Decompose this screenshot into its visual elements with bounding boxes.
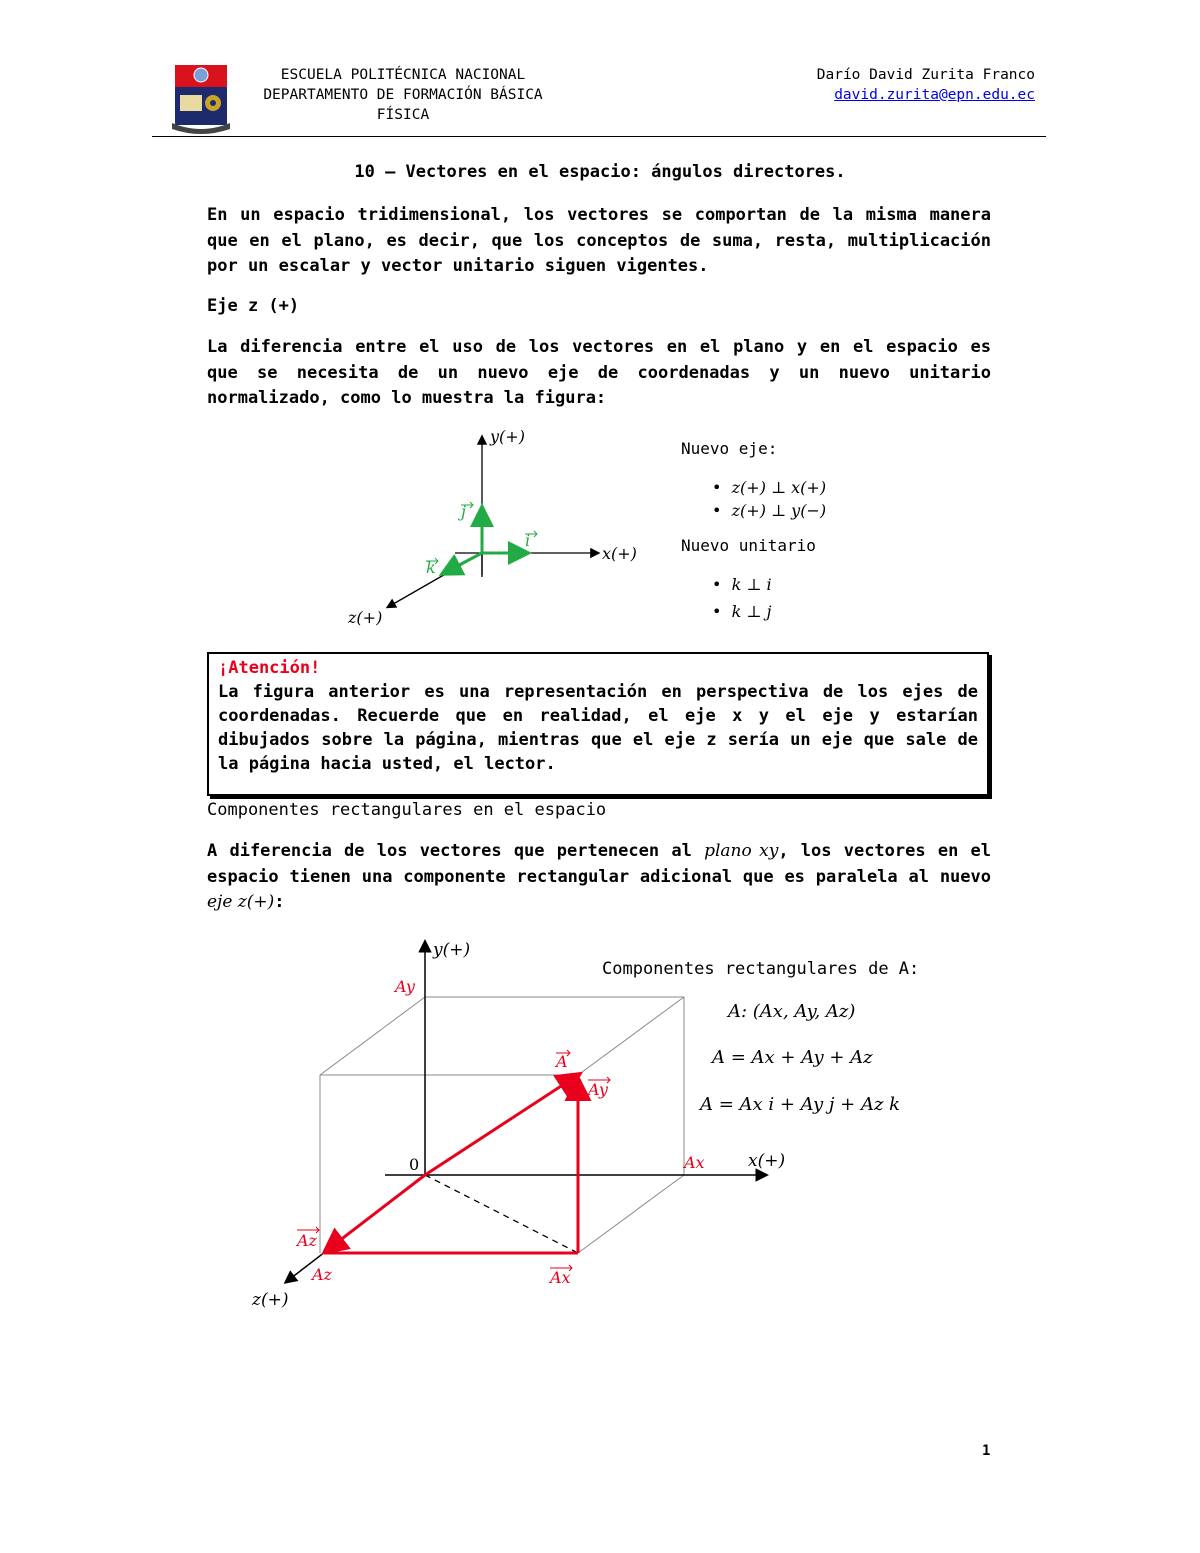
new-axis-heading: Nuevo eje: [681,439,778,458]
components-paragraph: A diferencia de los vectores que pertenecen al plano xy, los vectores en el espacio tienen una componente rectangular adicional que es paralela al nuevo eje z(+): [207,841,992,912]
callout-heading: ¡Atención! [218,658,321,678]
fig2-y-label: y(+) [433,940,471,960]
fig1-i-label: i [525,531,531,550]
fig1-z-label: z(+) [348,608,383,627]
institution-block [238,65,568,125]
fig1-x-label: x(+) [602,544,637,563]
institution-name: ESCUELA POLITÉCNICA NACIONAL [280,67,526,83]
author-block [817,65,1035,105]
fig2-Az-axis-label: Az [312,1265,332,1284]
figure-2-cube [240,930,800,1320]
fig2-Ax-axis-label: Ax [684,1153,705,1172]
intro-paragraph: En un espacio tridimensional, los vectores se comportan de la misma manera que en el plano, es decir, que los conceptos de suma, resta, multiplicación por un escalar y vector unitario siguen vigentes. [207,205,991,276]
unit-vector-k [444,553,482,573]
fig1-j-label: j [461,502,466,521]
axis-heading: Eje z (+) [207,296,300,316]
fig2-Az-vector-label: Az [297,1231,317,1250]
new-axis-item-1: • z(+) ⊥ x(+) [712,478,827,497]
new-unit-heading: Nuevo unitario [681,536,816,555]
new-unit-item-1: • k ⊥ i [712,575,772,594]
author-email-link[interactable]: david.zurita@epn.edu.ec [834,87,1035,103]
fig2-heading: Componentes rectangulares de A: [602,959,920,979]
difference-paragraph: La diferencia entre el uso de los vectores en el plano y en el espacio es que se necesita de un nuevo eje de coordenadas y un nuevo unitario normalizado, como lo muestra la figura: [207,337,991,408]
projection-dashed-line [425,1175,578,1253]
callout-text: La figura anterior es una representación en perspectiva de los ejes de coordenadas. Recuerde que en realidad, el eje x y el eje y estarían dibujados sobre la página, mientras que el eje z sería un eje que sale de la página hacia usted, el lector. [218,682,978,774]
fig2-z-label: z(+) [252,1290,289,1310]
fig2-eq-unit-sum: A = Ax i + Ay j + Az k [700,1094,901,1115]
header-divider [152,136,1046,137]
fig2-eq-vector-sum: A = Ax + Ay + Az [712,1047,873,1068]
vector-Az [326,1175,425,1251]
logo-shield-icon [170,63,232,135]
attention-callout [207,652,989,796]
fig2-Ay-vector-label: Ay [588,1080,608,1099]
figure-1-axes [330,425,650,635]
page-title: 10 – Vectores en el espacio: ángulos directores. [354,162,846,182]
fig2-eq-components: A: (Ax, Ay, Az) [728,1001,856,1022]
epn-logo [170,63,232,135]
fig1-k-label: k [426,558,436,577]
fig2-A-vector-label: A [556,1052,568,1071]
page-number: 1 [982,1443,991,1459]
author-name: Darío David Zurita Franco [816,67,1035,83]
fig2-x-label: x(+) [748,1151,786,1171]
department-name: DEPARTAMENTO DE FORMACIÓN BÁSICA [263,87,543,103]
fig2-origin-label: 0 [409,1155,420,1174]
fig2-Ay-axis-label: Ay [395,977,415,996]
fig2-Ax-vector-label: Ax [550,1268,571,1287]
components-heading: Componentes rectangulares en el espacio [207,800,607,820]
subject-name: FÍSICA [376,107,430,123]
fig1-y-label: y(+) [490,427,525,446]
new-unit-item-2: • k ⊥ j [712,602,772,621]
new-axis-item-2: • z(+) ⊥ y(−) [712,501,827,520]
vector-A [425,1075,578,1175]
